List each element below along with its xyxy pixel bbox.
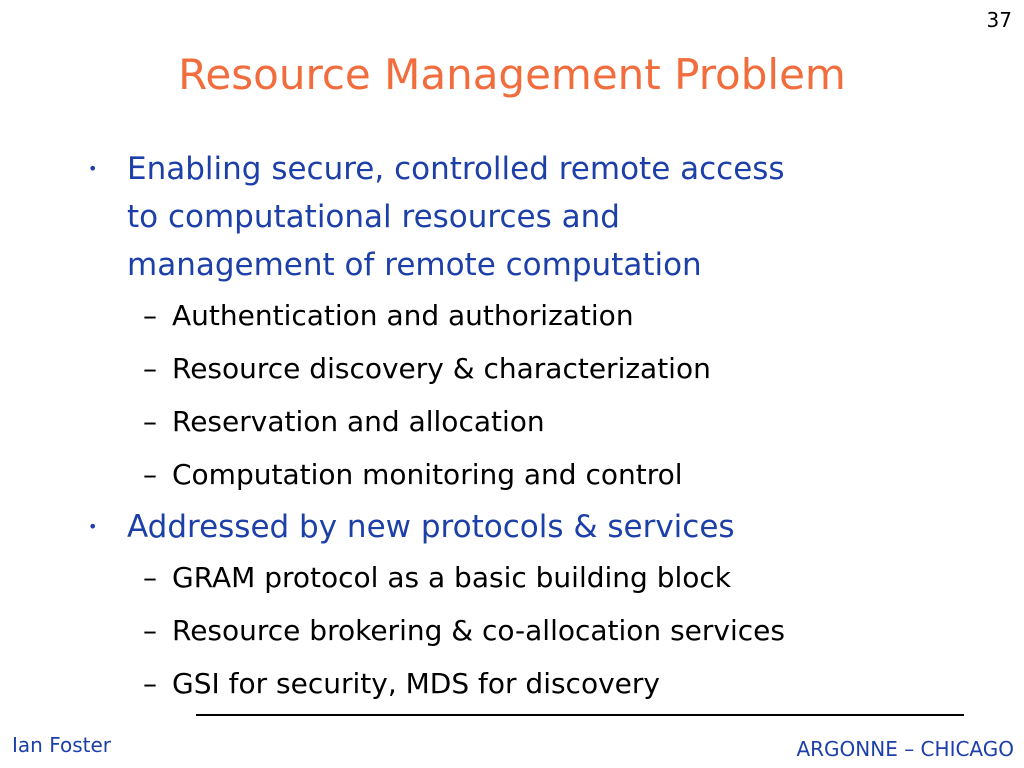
sub-bullet-item <box>0 551 1024 604</box>
bullet-item <box>0 145 927 289</box>
sub-bullet-text: GSI for security, MDS for discovery <box>172 667 660 700</box>
bullet-line: Addressed by new protocols & services <box>127 509 735 545</box>
sub-bullet-text: Reservation and allocation <box>172 405 545 438</box>
sub-bullet-item <box>0 395 1024 448</box>
dash-icon: – <box>143 667 157 700</box>
sub-bullet-item <box>0 289 1024 342</box>
footer-organization: ARGONNE – CHICAGO <box>796 737 1014 761</box>
slide-body <box>0 145 1024 710</box>
sub-bullet-text: Resource discovery & characterization <box>172 352 711 385</box>
footer-author: Ian Foster <box>12 733 112 757</box>
dash-icon: – <box>143 352 157 385</box>
slide-number: 37 <box>986 8 1012 32</box>
sub-bullet-text: Authentication and authorization <box>172 299 634 332</box>
slide-title: Resource Management Problem <box>178 50 846 99</box>
sub-bullet-text: GRAM protocol as a basic building block <box>172 561 731 594</box>
bullet-dot-icon: • <box>88 517 98 536</box>
dash-icon: – <box>143 458 157 491</box>
sub-bullet-text: Resource brokering & co-allocation services <box>172 614 785 647</box>
bullet-dot-icon: • <box>88 159 98 178</box>
sub-bullet-text: Computation monitoring and control <box>172 458 683 491</box>
sub-bullet-item <box>0 657 1024 710</box>
sub-bullet-item <box>0 448 1024 501</box>
bullet-item <box>0 503 927 551</box>
dash-icon: – <box>143 299 157 332</box>
dash-icon: – <box>143 614 157 647</box>
bullet-line: to computational resources and <box>127 199 620 235</box>
bullet-line: management of remote computation <box>127 247 702 283</box>
dash-icon: – <box>143 405 157 438</box>
bullet-line: Enabling secure, controlled remote access <box>127 151 785 187</box>
sub-bullet-item <box>0 604 1024 657</box>
footer-divider <box>196 714 964 716</box>
sub-bullet-item <box>0 342 1024 395</box>
dash-icon: – <box>143 561 157 594</box>
